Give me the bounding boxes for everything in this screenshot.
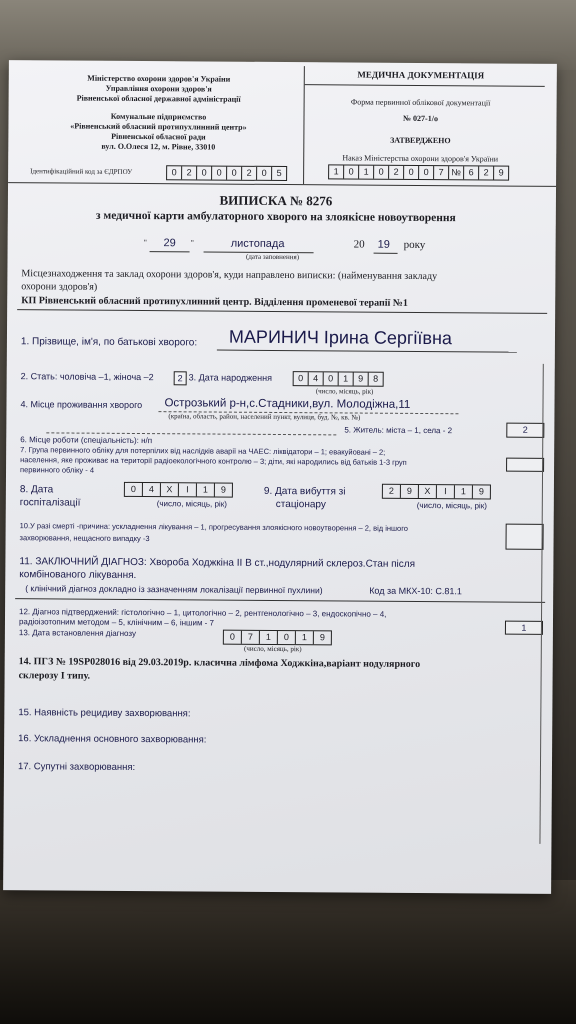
sex-value: 2: [174, 371, 187, 385]
location-label-2: охорони здоров'я): [21, 281, 98, 293]
discharge-date-cells: [382, 484, 491, 500]
code-cell: I: [179, 483, 197, 496]
code-cell: 0: [167, 166, 182, 179]
residence-caption: (країна, область, район, населений пункт, вулиця, буд. №, кв. №): [168, 412, 361, 422]
code-cell: 8: [373, 373, 379, 384]
fill-year: 19: [377, 238, 390, 251]
chaes-group-line3: первинного обліку - 4: [20, 465, 95, 475]
chaes-group-line1: 7. Група первинного обліку для потерпілих від наслідків аварії на ЧАЕС: ліквідатори – 1; евакуйовані – 2;: [20, 445, 386, 457]
code-cell: 2: [389, 166, 404, 179]
code-cell: 9: [498, 167, 504, 178]
code-cell: 6: [464, 166, 479, 179]
code-cell: 1: [197, 483, 215, 496]
histology-line2: склерозу І типу.: [18, 670, 91, 682]
code-cell: 1: [359, 166, 374, 179]
code-cell: X: [419, 485, 437, 498]
code-cell: 5: [276, 167, 282, 179]
code-cell: №: [449, 166, 464, 179]
chaes-group-box: [506, 458, 544, 472]
diagnosis-date-cells: [223, 630, 332, 646]
sex-label: 2. Стать: чоловіча –1, жіноча –2: [20, 371, 154, 383]
code-cell: 0: [278, 631, 296, 644]
patient-name: МАРИНИЧ Ірина Сергіївна: [228, 326, 453, 349]
location-value: КП Рівненський обласний протипухлинний центр. Відділення променевої терапії №1: [21, 295, 408, 309]
code-cell: 1: [260, 631, 278, 644]
document-title: ВИПИСКА № 8276: [219, 192, 333, 209]
hospitalization-caption: (число, місяць, рік): [156, 499, 227, 509]
order-label: Наказ Міністерства охорони здоров'я України: [342, 153, 499, 164]
code-cell: 9: [220, 484, 226, 495]
center-name: «Рівненський обласний протипухлинний центр»: [70, 121, 247, 132]
confirmation-line2: радіоізотопним методом – 5, клінічним – 6, іншим - 7: [18, 617, 215, 628]
comorbidities-label: 17. Супутні захворювання:: [17, 761, 136, 773]
birth-date-caption: (число, місяць, рік): [315, 387, 374, 396]
code-cell: 0: [324, 372, 339, 385]
code-cell: 1: [455, 485, 473, 498]
day-line: [150, 251, 190, 252]
date-caption: (дата заповнення): [245, 252, 300, 262]
code-cell: 2: [182, 166, 197, 179]
death-cause-line1: 10.У разі смерті -причина: ускладнення лікування – 1, прогресування злоякісного новоутворення – 2, від іншого: [19, 521, 409, 533]
confirmation-line1: 12. Діагноз підтверджений: гістологічно – 1, цитологічно – 2, рентгенологічно – 3, ендоскопічно – 4,: [19, 607, 387, 619]
workplace-label: 6. Місце роботи (спеціальність): н/п: [20, 435, 153, 446]
diagnosis-line: [15, 598, 545, 603]
final-diagnosis-caption: ( клінічний діагноз докладно із зазначенням локалізації первинної пухлини): [25, 583, 323, 596]
edrpou-label: Ідентифікаційний код за ЄДРПОУ: [30, 167, 133, 176]
year-prefix: 20: [353, 238, 365, 251]
year-line: [374, 253, 398, 254]
code-cell: 1: [339, 372, 354, 385]
form-number: № 027-1/о: [403, 113, 439, 124]
divider: [305, 84, 545, 87]
code-cell: 9: [401, 485, 419, 498]
edrpou-code: [166, 165, 287, 181]
location-label-1: Місцезнаходження та заклад охорони здоров'я, куди направлено виписки: (найменування закладу: [21, 268, 438, 283]
code-cell: 0: [257, 167, 272, 180]
diagnosis-date-caption: (число, місяць, рік): [244, 644, 302, 654]
diagnosis-date-label: 13. Дата встановлення діагнозу: [18, 628, 137, 638]
discharge-label-1: 9. Дата вибуття зі: [263, 485, 346, 498]
death-cause-line2: захворювання, нещасного випадку -3: [19, 533, 150, 544]
code-cell: 0: [404, 166, 419, 179]
code-cell: 0: [419, 166, 434, 179]
code-cell: 7: [242, 631, 260, 644]
code-cell: 0: [224, 631, 242, 644]
code-cell: 9: [354, 373, 369, 386]
code-cell: X: [161, 483, 179, 496]
resident-type-value: 2: [506, 423, 544, 438]
discharge-caption: (число, місяць, рік): [416, 500, 487, 511]
admin-name: Рівненської обласної державної адміністрації: [76, 93, 241, 104]
document-subtitle: з медичної карти амбулаторного хворого на злоякісне новоутворення: [95, 209, 456, 225]
residence-label: 4. Місце проживання хворого: [20, 399, 143, 411]
code-cell: 0: [294, 372, 309, 385]
enterprise-type: Комунальне підприємство: [110, 111, 207, 122]
final-diagnosis-line2: комбінованого лікування.: [19, 569, 137, 581]
dept-name: Управління охорони здоров'я: [105, 83, 212, 94]
quote-open: ": [143, 238, 147, 248]
code-cell: 1: [296, 631, 314, 644]
code-cell: 2: [242, 167, 257, 180]
background-bottom: [0, 880, 576, 1024]
discharge-label-2: стаціонару: [275, 498, 326, 511]
med-doc-label: МЕДИЧНА ДОКУМЕНТАЦІЯ: [357, 69, 485, 81]
histology-line1: 14. ПГЗ № 19SP028016 від 29.03.2019р. класична лімфома Ходжкіна,варіант нодулярного: [18, 656, 421, 670]
code-cell: 0: [227, 167, 242, 180]
fill-month: листопада: [230, 237, 285, 251]
chaes-group-line2: населення, яке проживає на території радіоекологічного контролю – 3; діти, які народились від батьків 1-3 груп: [20, 455, 407, 467]
mkh-code: Код за МКХ-10: С.81.1: [369, 585, 462, 597]
code-cell: 2: [383, 485, 401, 498]
birth-date-label: 3. Дата народження: [188, 372, 273, 383]
header-bottom-line: [8, 182, 556, 187]
patient-name-label: 1. Прізвище, ім'я, по батькові хворого:: [20, 336, 198, 349]
hospitalization-date-cells: [124, 482, 233, 498]
code-cell: 0: [212, 167, 227, 180]
relapse-label: 15. Наявність рецидиву захворювання:: [18, 707, 191, 720]
quote-close: ": [190, 238, 194, 248]
document-page: [3, 60, 557, 894]
location-line: [17, 309, 547, 314]
fill-day: 29: [163, 237, 176, 250]
hospitalization-label-2: госпіталізації: [19, 497, 81, 509]
code-cell: 0: [374, 166, 389, 179]
complications-label: 16. Ускладнення основного захворювання:: [18, 733, 207, 746]
council-name: Рівненської обласної ради: [111, 131, 206, 142]
code-cell: 4: [143, 483, 161, 496]
year-suffix: року: [403, 238, 426, 252]
code-cell: 4: [309, 372, 324, 385]
code-cell: 1: [329, 165, 344, 178]
address: вул. О.Олеся 12, м. Рівне, 33010: [101, 141, 216, 152]
hospitalization-label-1: 8. Дата: [19, 484, 54, 496]
code-cell: 9: [478, 486, 484, 497]
resident-type-label: 5. Житель: міста – 1, села - 2: [344, 425, 453, 436]
ministry-name: Міністерство охорони здоров'я України: [87, 73, 231, 84]
code-cell: 2: [479, 166, 494, 179]
approved-label: ЗАТВЕРДЖЕНО: [390, 135, 451, 146]
confirmation-value: 1: [505, 621, 543, 635]
code-cell: I: [437, 485, 455, 498]
order-code: [328, 164, 509, 180]
birth-date-cells: [293, 371, 384, 387]
death-cause-box: [505, 524, 543, 550]
background-top: [0, 0, 576, 70]
code-cell: 0: [344, 165, 359, 178]
final-diagnosis-line1: 11. ЗАКЛЮЧНИЙ ДІАГНОЗ: Хвороба Ходжкіна II B ст.,нодулярний склероз.Стан після: [19, 556, 416, 570]
code-cell: 0: [125, 483, 143, 496]
code-cell: 9: [319, 632, 325, 643]
code-cell: 7: [434, 166, 449, 179]
form-label: Форма первинної облікової документації: [350, 97, 491, 108]
residence-value: Острозький р-н,с.Стадники,вул. Молодіжна,11: [164, 397, 411, 411]
name-line: [217, 350, 517, 353]
code-cell: 0: [197, 166, 212, 179]
